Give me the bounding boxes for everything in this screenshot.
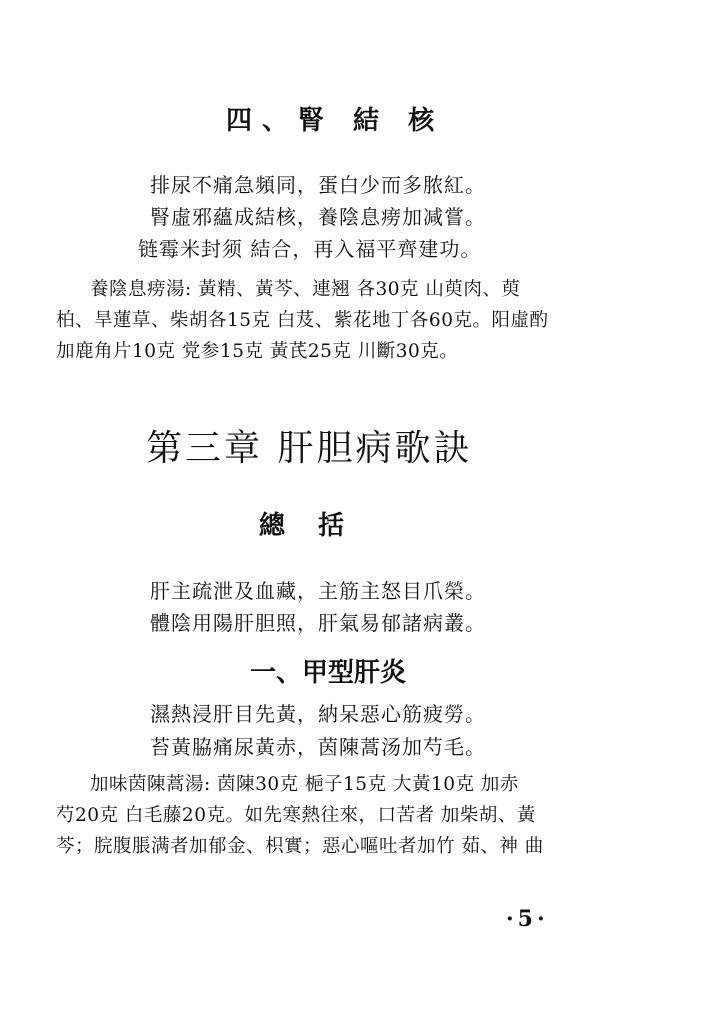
verse-line: 苔黃脇痛尿黃赤，茵陳蒿汤加芍毛。 bbox=[150, 735, 486, 759]
overview-title: 總 括 bbox=[259, 511, 357, 541]
verse-line: 排尿不痛急頻同，蛋白少而多脓紅。 bbox=[150, 173, 486, 197]
section-title-hepatitis-a: 一、甲型肝炎 bbox=[250, 658, 407, 688]
prescription-line: 柏、旱蓮草、柴胡各15克 白芨、紫花地丁各60克。阳虛酌 bbox=[56, 310, 549, 331]
verse-line: 链霉米封须 結合，再入福平齊建功。 bbox=[138, 237, 482, 261]
verse-line: 腎虛邪蘊成結核，養陰息痨加减嘗。 bbox=[150, 205, 486, 229]
prescription-text: 茵陳30克 梔子15克 大黃10克 加赤 bbox=[210, 774, 519, 795]
prescription-line bbox=[90, 770, 519, 796]
prescription-label: 加味茵陳蒿湯: bbox=[90, 774, 211, 795]
page-number: ·5· bbox=[506, 906, 549, 932]
prescription-text: 黃精、黃芩、連翘 各30克 山萸肉、萸 bbox=[191, 279, 521, 300]
prescription-line bbox=[90, 275, 520, 301]
section-title-kidney-tuberculosis: 四、腎 結 核 bbox=[226, 106, 445, 136]
verse-line: 體陰用陽肝胆照，肝氣易郁諸病叢。 bbox=[150, 611, 486, 635]
prescription-line: 芩；脘腹脹满者加郁金、枳實；惡心嘔吐者加竹 茹、神 曲 bbox=[56, 836, 544, 857]
prescription-label: 養陰息痨湯: bbox=[90, 279, 192, 300]
verse-line: 濕熱浸肝目先黃，納呆惡心筋疲勞。 bbox=[150, 702, 486, 726]
prescription-line: 加鹿角片10克 党参15克 黃芪25克 川斷30克。 bbox=[56, 341, 459, 362]
chapter-title: 第三章 肝胆病歌訣 bbox=[146, 428, 473, 469]
prescription-line: 芍20克 白毛藤20克。如先寒熱往來，口苦者 加柴胡、黃 bbox=[56, 805, 536, 826]
verse-line: 肝主疏泄及血藏，主筋主怒目爪榮。 bbox=[150, 579, 486, 603]
